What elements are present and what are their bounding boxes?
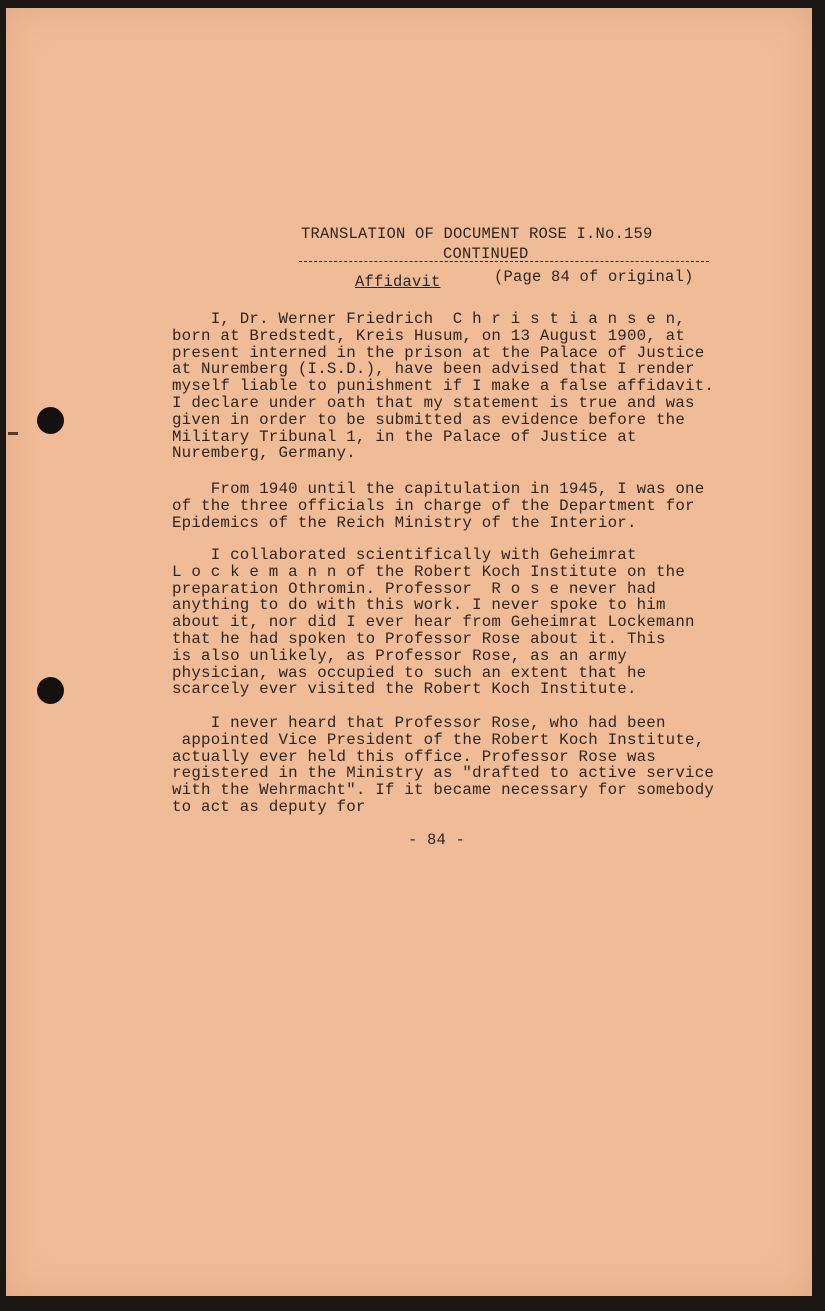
paragraph-declaration: I, Dr. Werner Friedrich C h r i s t i a n s e n, born at Bredstedt, Kreis Husum, on 13 August 1900, at present interned in the prison at the Palace of Justice at Nuremberg (I.S.D.), have been advised that I render myself liable to punishment if I make a false affidavit. I declare under oath that my statement is true and was given in order to be submitted as evidence before the Military Tribunal 1, in the Palace of Justice at Nuremberg, Germany. (172, 310, 715, 463)
paragraph-position: From 1940 until the capitulation in 1945, I was one of the three officials in charge of the Department for Epidemics of the Reich Ministry of the Interior. (172, 480, 705, 532)
document-subtitle: CONTINUED (443, 245, 529, 263)
paragraph-collaboration: I collaborated scientifically with Geheimrat L o c k e m a n n of the Robert Koch Institute on the preparation Othromin. Professor R o s e never had anything to do with this work. I never spoke to him about it, nor did I ever hear from Geheimrat Lockemann that he had spoken to Professor Rose about it. This is also unlikely, as Professor Rose, as an army physician, was occupied to such an extent that he scarcely ever visited the Robert Koch Institute. (172, 546, 695, 699)
paragraph-vice-president: I never heard that Professor Rose, who had been appointed Vice President of the Robert Koch Institute, actually ever held this office. Professor Rose was registered in the Ministry as "drafted to active service with the Wehrmacht". If it became necessary for somebody to act as deputy for (172, 714, 715, 816)
page-number: - 84 - (408, 831, 466, 849)
paper-edge-mark (8, 432, 18, 435)
affidavit-heading: Affidavit (355, 273, 441, 291)
page-reference: (Page 84 of original) (494, 268, 694, 286)
header-rule (299, 261, 709, 262)
document-title: TRANSLATION OF DOCUMENT ROSE I.No.159 (301, 225, 653, 243)
punch-hole-bottom (37, 677, 64, 704)
punch-hole-top (37, 407, 64, 434)
